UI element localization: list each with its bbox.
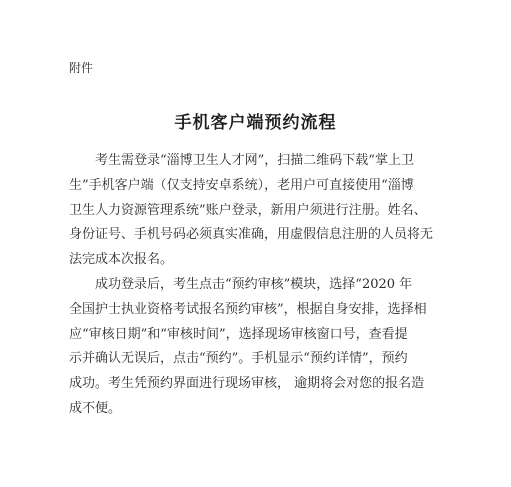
paragraph-line: 成不便。	[69, 400, 122, 416]
paragraph-line: 全国护士执业资格考试报名预约审核”，根据自身安排，选择相	[69, 301, 427, 317]
paragraph-line: 卫生人力资源管理系统”账户登录，新用户须进行注册。姓名、	[69, 202, 427, 218]
paragraph-line: 示并确认无误后，点击“预约”。手机显示“预约详情”，预约	[69, 351, 408, 367]
paragraph-line: 应“审核日期”和“审核时间”，选择现场审核窗口号，查看提	[69, 326, 408, 342]
paragraph-2	[69, 273, 449, 422]
paragraph-1	[69, 149, 449, 273]
paragraph-line: 生”手机客户端（仅支持安卓系统），老用户可直接使用“淄博	[69, 177, 414, 193]
paragraph-line: 考生需登录“淄博卫生人才网”，扫描二维码下载“掌上卫	[95, 153, 414, 168]
paragraph-line: 身份证号、手机号码必须真实准确，用虚假信息注册的人员将无	[69, 227, 434, 243]
document-title: 手机客户端预约流程	[174, 113, 337, 133]
paragraph-line: 法完成本次报名。	[69, 252, 174, 268]
paragraph-line: 成功。考生凭预约界面进行现场审核， 逾期将会对您的报名造	[69, 376, 425, 392]
paragraph-line: 成功登录后，考生点击“预约审核”模块，选择“2020 年	[95, 276, 413, 292]
document-body	[69, 149, 449, 422]
attachment-label: 附件	[69, 61, 94, 75]
